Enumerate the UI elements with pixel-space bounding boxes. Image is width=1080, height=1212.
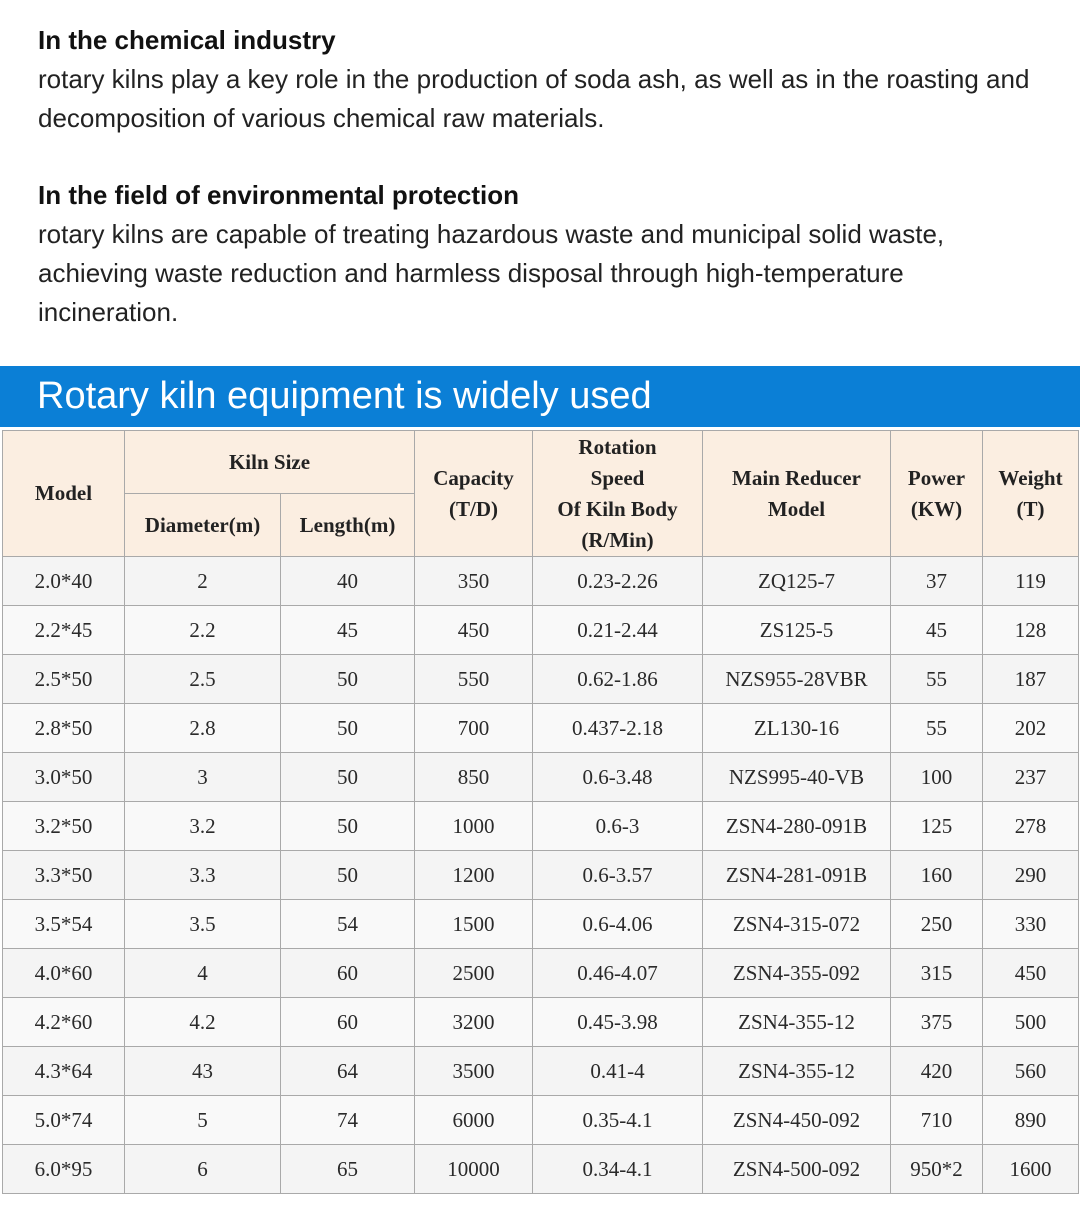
- header-capacity-unit: (T/D): [449, 496, 498, 521]
- table-body: [3, 557, 1079, 1194]
- header-rotation-speed: [533, 431, 703, 557]
- header-diameter: Diameter(m): [125, 494, 281, 557]
- section-body: rotary kilns play a key role in the production of soda ash, as well as in the roasting and decomposition of various chemical raw materials.: [38, 64, 1030, 133]
- cell-power: 250: [891, 900, 983, 949]
- cell-length: 50: [281, 753, 415, 802]
- cell-power: 420: [891, 1047, 983, 1096]
- cell-model: 2.5*50: [3, 655, 125, 704]
- header-rotation-line: Speed: [590, 465, 645, 490]
- cell-main-reducer: ZSN4-315-072: [703, 900, 891, 949]
- table-row: [3, 949, 1079, 998]
- cell-power: 55: [891, 704, 983, 753]
- cell-rotation-speed: 0.6-3.48: [533, 753, 703, 802]
- cell-rotation-speed: 0.41-4: [533, 1047, 703, 1096]
- header-weight-unit: (T): [1016, 496, 1045, 521]
- header-reducer-line: Main Reducer: [732, 465, 861, 490]
- section-heading: In the chemical industry: [38, 25, 336, 55]
- cell-rotation-speed: 0.34-4.1: [533, 1145, 703, 1194]
- cell-capacity: 3500: [415, 1047, 533, 1096]
- table-row: [3, 998, 1079, 1047]
- cell-diameter: 43: [125, 1047, 281, 1096]
- table-row: [3, 606, 1079, 655]
- cell-capacity: 700: [415, 704, 533, 753]
- cell-diameter: 3.2: [125, 802, 281, 851]
- cell-power: 55: [891, 655, 983, 704]
- cell-model: 2.2*45: [3, 606, 125, 655]
- cell-capacity: 3200: [415, 998, 533, 1047]
- header-main-reducer: [703, 431, 891, 557]
- cell-length: 50: [281, 851, 415, 900]
- cell-weight: 500: [983, 998, 1079, 1047]
- cell-weight: 119: [983, 557, 1079, 606]
- cell-model: 2.0*40: [3, 557, 125, 606]
- cell-rotation-speed: 0.6-3: [533, 802, 703, 851]
- cell-main-reducer: ZSN4-500-092: [703, 1145, 891, 1194]
- header-model: Model: [3, 431, 125, 557]
- cell-model: 4.2*60: [3, 998, 125, 1047]
- table-row: [3, 1047, 1079, 1096]
- cell-rotation-speed: 0.437-2.18: [533, 704, 703, 753]
- cell-weight: 290: [983, 851, 1079, 900]
- cell-main-reducer: ZSN4-355-12: [703, 998, 891, 1047]
- cell-rotation-speed: 0.46-4.07: [533, 949, 703, 998]
- header-capacity: [415, 431, 533, 557]
- cell-model: 3.5*54: [3, 900, 125, 949]
- cell-main-reducer: ZSN4-280-091B: [703, 802, 891, 851]
- banner-title: Rotary kiln equipment is widely used: [37, 375, 652, 417]
- table-row: [3, 851, 1079, 900]
- cell-capacity: 450: [415, 606, 533, 655]
- table-row: [3, 704, 1079, 753]
- cell-rotation-speed: 0.6-4.06: [533, 900, 703, 949]
- header-rotation-unit: (R/Min): [581, 527, 654, 552]
- cell-diameter: 2: [125, 557, 281, 606]
- cell-weight: 330: [983, 900, 1079, 949]
- cell-power: 45: [891, 606, 983, 655]
- cell-diameter: 4.2: [125, 998, 281, 1047]
- section-banner: [0, 366, 1080, 427]
- cell-model: 4.3*64: [3, 1047, 125, 1096]
- cell-main-reducer: ZS125-5: [703, 606, 891, 655]
- cell-main-reducer: ZL130-16: [703, 704, 891, 753]
- cell-diameter: 6: [125, 1145, 281, 1194]
- cell-capacity: 1000: [415, 802, 533, 851]
- cell-capacity: 10000: [415, 1145, 533, 1194]
- cell-rotation-speed: 0.35-4.1: [533, 1096, 703, 1145]
- cell-model: 3.2*50: [3, 802, 125, 851]
- cell-capacity: 1200: [415, 851, 533, 900]
- cell-diameter: 2.8: [125, 704, 281, 753]
- cell-power: 37: [891, 557, 983, 606]
- header-power-unit: (KW): [910, 496, 963, 521]
- table-row: [3, 557, 1079, 606]
- cell-model: 4.0*60: [3, 949, 125, 998]
- cell-length: 64: [281, 1047, 415, 1096]
- cell-diameter: 3.3: [125, 851, 281, 900]
- cell-power: 100: [891, 753, 983, 802]
- cell-length: 40: [281, 557, 415, 606]
- cell-diameter: 4: [125, 949, 281, 998]
- cell-rotation-speed: 0.21-2.44: [533, 606, 703, 655]
- cell-power: 160: [891, 851, 983, 900]
- cell-weight: 237: [983, 753, 1079, 802]
- cell-length: 60: [281, 949, 415, 998]
- cell-power: 315: [891, 949, 983, 998]
- cell-model: 6.0*95: [3, 1145, 125, 1194]
- cell-length: 50: [281, 655, 415, 704]
- cell-power: 125: [891, 802, 983, 851]
- table-row: [3, 802, 1079, 851]
- cell-capacity: 6000: [415, 1096, 533, 1145]
- cell-diameter: 5: [125, 1096, 281, 1145]
- header-rotation-line: Of Kiln Body: [557, 496, 678, 521]
- cell-main-reducer: ZSN4-281-091B: [703, 851, 891, 900]
- cell-rotation-speed: 0.23-2.26: [533, 557, 703, 606]
- cell-main-reducer: ZSN4-450-092: [703, 1096, 891, 1145]
- cell-length: 74: [281, 1096, 415, 1145]
- cell-length: 60: [281, 998, 415, 1047]
- header-kiln-size: Kiln Size: [125, 431, 415, 494]
- cell-weight: 202: [983, 704, 1079, 753]
- cell-rotation-speed: 0.45-3.98: [533, 998, 703, 1047]
- header-power-line: Power: [907, 465, 966, 490]
- cell-model: 5.0*74: [3, 1096, 125, 1145]
- cell-model: 3.0*50: [3, 753, 125, 802]
- cell-capacity: 850: [415, 753, 533, 802]
- chemical-industry-section: [38, 21, 1048, 138]
- header-capacity-line: Capacity: [433, 465, 514, 490]
- cell-weight: 278: [983, 802, 1079, 851]
- cell-model: 2.8*50: [3, 704, 125, 753]
- cell-length: 54: [281, 900, 415, 949]
- cell-power: 950*2: [891, 1145, 983, 1194]
- cell-weight: 1600: [983, 1145, 1079, 1194]
- table-row: [3, 655, 1079, 704]
- cell-power: 710: [891, 1096, 983, 1145]
- cell-power: 375: [891, 998, 983, 1047]
- cell-capacity: 2500: [415, 949, 533, 998]
- table-row: [3, 753, 1079, 802]
- cell-length: 65: [281, 1145, 415, 1194]
- header-weight-line: Weight: [998, 465, 1063, 490]
- cell-length: 50: [281, 704, 415, 753]
- cell-weight: 128: [983, 606, 1079, 655]
- cell-capacity: 1500: [415, 900, 533, 949]
- header-rotation-line: Rotation: [578, 434, 657, 459]
- header-length: Length(m): [281, 494, 415, 557]
- cell-weight: 187: [983, 655, 1079, 704]
- cell-main-reducer: NZS955-28VBR: [703, 655, 891, 704]
- cell-weight: 560: [983, 1047, 1079, 1096]
- header-weight: [983, 431, 1079, 557]
- cell-length: 50: [281, 802, 415, 851]
- cell-weight: 450: [983, 949, 1079, 998]
- cell-main-reducer: ZSN4-355-092: [703, 949, 891, 998]
- cell-main-reducer: ZQ125-7: [703, 557, 891, 606]
- header-reducer-line: Model: [767, 496, 826, 521]
- cell-capacity: 550: [415, 655, 533, 704]
- header-power: [891, 431, 983, 557]
- section-heading: In the field of environmental protection: [38, 180, 520, 210]
- cell-main-reducer: ZSN4-355-12: [703, 1047, 891, 1096]
- environmental-protection-section: [38, 176, 1048, 332]
- cell-model: 3.3*50: [3, 851, 125, 900]
- cell-diameter: 3.5: [125, 900, 281, 949]
- cell-diameter: 3: [125, 753, 281, 802]
- cell-weight: 890: [983, 1096, 1079, 1145]
- section-body: rotary kilns are capable of treating hazardous waste and municipal solid waste, achieving waste reduction and harmless disposal through high-temperature incineration.: [38, 219, 945, 327]
- cell-rotation-speed: 0.6-3.57: [533, 851, 703, 900]
- specs-table-container: [2, 430, 1078, 1194]
- cell-capacity: 350: [415, 557, 533, 606]
- cell-rotation-speed: 0.62-1.86: [533, 655, 703, 704]
- cell-length: 45: [281, 606, 415, 655]
- table-row: [3, 900, 1079, 949]
- cell-diameter: 2.5: [125, 655, 281, 704]
- cell-diameter: 2.2: [125, 606, 281, 655]
- table-row: [3, 1096, 1079, 1145]
- kiln-specs-table: [2, 430, 1079, 1194]
- cell-main-reducer: NZS995-40-VB: [703, 753, 891, 802]
- table-row: [3, 1145, 1079, 1194]
